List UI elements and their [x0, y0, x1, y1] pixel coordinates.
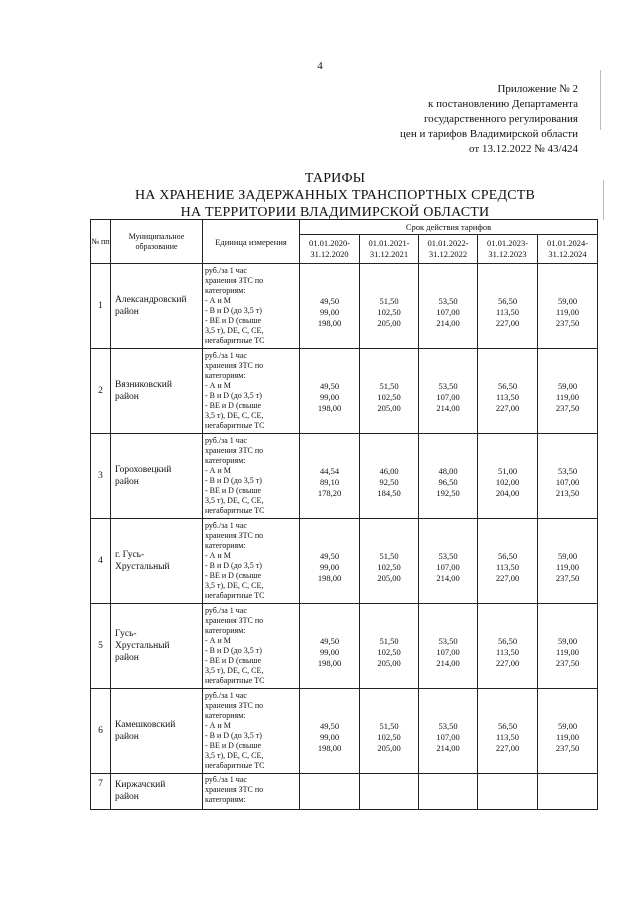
tariff-cell — [300, 689, 360, 774]
tariff-value: 237,50 — [555, 742, 580, 753]
tariff-cell — [419, 519, 478, 604]
tariff-value: 99,00 — [319, 561, 340, 572]
municipality-line: Камешковский — [115, 720, 176, 730]
tariff-cell — [478, 349, 538, 434]
tariff-value: 107,00 — [436, 646, 460, 657]
tariff-value: 102,50 — [377, 391, 401, 402]
tariff-value: 205,00 — [377, 317, 401, 328]
unit-line: - А и М — [205, 551, 231, 560]
tariff-cell — [360, 264, 419, 349]
municipality-line: район — [115, 732, 139, 742]
tariff-value: 56,50 — [497, 380, 518, 391]
header-date: 01.01.2023-31.12.2023 — [478, 235, 538, 264]
municipality-line: район — [115, 653, 139, 663]
tariff-cell — [478, 774, 538, 810]
tariff-value: 227,00 — [495, 317, 520, 328]
tariff-cell — [360, 519, 419, 604]
tariff-cell — [300, 264, 360, 349]
table-row — [91, 604, 598, 689]
tariff-value: 59,00 — [557, 295, 578, 306]
unit-line: руб./за 1 час — [205, 775, 247, 784]
tariff-value: 227,00 — [495, 742, 520, 753]
tariff-cell — [419, 349, 478, 434]
table-row — [91, 689, 598, 774]
unit-line: негабаритные ТС — [205, 336, 265, 345]
tariff-cell — [419, 774, 478, 810]
table-row — [91, 264, 598, 349]
tariff-value: 107,00 — [436, 561, 460, 572]
tariff-value: 49,50 — [319, 295, 340, 306]
tariff-cell — [478, 264, 538, 349]
tariff-value: 178,20 — [317, 487, 342, 498]
unit-line: категориям: — [205, 626, 246, 635]
tariff-value: 53,50 — [438, 295, 458, 306]
unit-line: - ВЕ и D (свыше — [205, 316, 262, 325]
unit-line: хранения ЗТС по — [205, 361, 264, 370]
unit-line: негабаритные ТС — [205, 421, 265, 430]
tariff-cell — [538, 434, 598, 519]
tariff-value: 119,00 — [555, 561, 580, 572]
tariff-value: 92,50 — [379, 476, 399, 487]
unit-cell — [203, 689, 300, 774]
tariff-value: 59,00 — [557, 635, 578, 646]
unit-line: - ВЕ и D (свыше — [205, 401, 262, 410]
unit-line: - А и М — [205, 466, 231, 475]
tariff-cell — [538, 519, 598, 604]
header-municipality: Муниципальное образование — [111, 220, 203, 264]
document-title — [100, 170, 570, 221]
tariff-value: 198,00 — [317, 742, 342, 753]
row-number: 7 — [91, 774, 111, 810]
appendix-note — [400, 82, 578, 157]
tariff-value: 51,50 — [379, 380, 399, 391]
tariff-value: 119,00 — [555, 731, 580, 742]
unit-line: категориям: — [205, 456, 246, 465]
tariff-value: 51,50 — [379, 720, 399, 731]
tariff-value: 214,00 — [436, 572, 460, 583]
unit-line: - А и М — [205, 296, 231, 305]
municipality-cell — [111, 689, 203, 774]
tariff-value: 214,00 — [436, 742, 460, 753]
municipality-line: Александровский — [115, 295, 187, 305]
unit-line: - В и D (до 3,5 т) — [205, 476, 262, 485]
tariff-value: 198,00 — [317, 402, 342, 413]
municipality-line: Хрустальный — [115, 562, 170, 572]
tariff-cell — [419, 264, 478, 349]
tariff-value: 205,00 — [377, 657, 401, 668]
unit-line: хранения ЗТС по — [205, 785, 264, 794]
tariff-cell — [360, 774, 419, 810]
municipality-line: район — [115, 792, 139, 802]
unit-line: хранения ЗТС по — [205, 701, 264, 710]
tariff-value: 48,00 — [438, 465, 458, 476]
tariff-value: 99,00 — [319, 391, 340, 402]
tariff-value: 192,50 — [436, 487, 460, 498]
tariff-table — [90, 219, 598, 810]
tariff-value: 214,00 — [436, 657, 460, 668]
tariff-cell — [300, 774, 360, 810]
title-line: НА ТЕРРИТОРИИ ВЛАДИМИРСКОЙ ОБЛАСТИ — [180, 205, 490, 220]
row-number: 1 — [91, 264, 111, 349]
unit-line: негабаритные ТС — [205, 591, 265, 600]
unit-line: категориям: — [205, 795, 246, 804]
tariff-value: 214,00 — [436, 402, 460, 413]
tariff-value: 198,00 — [317, 657, 342, 668]
tariff-value: 214,00 — [436, 317, 460, 328]
unit-line: негабаритные ТС — [205, 676, 265, 685]
unit-line: - В и D (до 3,5 т) — [205, 306, 262, 315]
tariff-value: 102,50 — [377, 731, 401, 742]
tariff-value: 49,50 — [319, 720, 340, 731]
tariff-cell — [538, 349, 598, 434]
tariff-value: 89,10 — [319, 476, 340, 487]
title-line: НА ХРАНЕНИЕ ЗАДЕРЖАННЫХ ТРАНСПОРТНЫХ СРЕДСТВ — [134, 188, 536, 203]
unit-cell — [203, 349, 300, 434]
tariff-value: 99,00 — [319, 646, 340, 657]
header-date: 01.01.2024-31.12.2024 — [538, 235, 598, 264]
unit-line: 3,5 т), DE, C, CE, — [205, 411, 264, 420]
municipality-line: Вязниковский — [115, 380, 172, 390]
unit-line: руб./за 1 час — [205, 266, 247, 275]
unit-cell — [203, 434, 300, 519]
tariff-value: 113,50 — [495, 391, 520, 402]
tariff-value: 56,50 — [497, 635, 518, 646]
tariff-cell — [538, 264, 598, 349]
tariff-value: 205,00 — [377, 572, 401, 583]
tariff-value: 46,00 — [379, 465, 399, 476]
header-period: Срок действия тарифов — [300, 220, 598, 235]
tariff-value: 53,50 — [438, 720, 458, 731]
header-date: 01.01.2022-31.12.2022 — [419, 235, 478, 264]
table-body — [91, 264, 598, 810]
tariff-value: 59,00 — [557, 380, 578, 391]
tariff-cell — [538, 689, 598, 774]
tariff-value: 113,50 — [495, 731, 520, 742]
municipality-line: Киржачский — [115, 780, 166, 790]
unit-line: категориям: — [205, 286, 246, 295]
unit-line: хранения ЗТС по — [205, 531, 264, 540]
unit-line: руб./за 1 час — [205, 436, 247, 445]
tariff-cell — [478, 689, 538, 774]
tariff-cell — [478, 519, 538, 604]
tariff-cell — [419, 434, 478, 519]
unit-line: хранения ЗТС по — [205, 446, 264, 455]
tariff-value: 237,50 — [555, 657, 580, 668]
unit-line: - ВЕ и D (свыше — [205, 741, 262, 750]
appendix-line: государственного регулирования — [423, 113, 578, 125]
tariff-value: 227,00 — [495, 572, 520, 583]
tariff-value: 56,50 — [497, 295, 518, 306]
tariff-value: 51,50 — [379, 295, 399, 306]
tariff-value: 107,00 — [555, 476, 580, 487]
unit-cell — [203, 604, 300, 689]
tariff-value: 102,50 — [377, 646, 401, 657]
tariff-value: 205,00 — [377, 402, 401, 413]
tariff-value: 56,50 — [497, 550, 518, 561]
unit-line: 3,5 т), DE, C, CE, — [205, 496, 264, 505]
header-unit: Единица измерения — [203, 220, 300, 264]
row-number: 3 — [91, 434, 111, 519]
municipality-line: Хрустальный — [115, 641, 170, 651]
tariff-value: 51,50 — [379, 550, 399, 561]
unit-line: 3,5 т), DE, C, CE, — [205, 581, 264, 590]
table-row — [91, 519, 598, 604]
tariff-value: 237,50 — [555, 317, 580, 328]
header-date: 01.01.2020-31.12.2020 — [300, 235, 360, 264]
tariff-value: 198,00 — [317, 317, 342, 328]
unit-line: - В и D (до 3,5 т) — [205, 731, 262, 740]
tariff-value: 56,50 — [497, 720, 518, 731]
municipality-cell — [111, 434, 203, 519]
tariff-value: 198,00 — [317, 572, 342, 583]
tariff-value: 96,50 — [438, 476, 458, 487]
tariff-cell — [478, 434, 538, 519]
municipality-cell — [111, 604, 203, 689]
unit-line: - В и D (до 3,5 т) — [205, 561, 262, 570]
tariff-cell — [300, 434, 360, 519]
unit-line: - А и М — [205, 721, 231, 730]
municipality-cell — [111, 349, 203, 434]
tariff-cell — [419, 689, 478, 774]
tariff-value: 205,00 — [377, 742, 401, 753]
tariff-value: 59,00 — [557, 720, 578, 731]
tariff-value: 107,00 — [436, 306, 460, 317]
unit-cell — [203, 264, 300, 349]
municipality-line: район — [115, 392, 139, 402]
row-number: 2 — [91, 349, 111, 434]
tariff-cell — [360, 349, 419, 434]
appendix-line: к постановлению Департамента — [427, 98, 578, 110]
page-number: 4 — [317, 60, 323, 72]
unit-line: хранения ЗТС по — [205, 276, 264, 285]
tariff-value: 49,50 — [319, 550, 340, 561]
tariff-cell — [538, 774, 598, 810]
row-number: 6 — [91, 689, 111, 774]
appendix-line: цен и тарифов Владимирской области — [400, 128, 578, 140]
tariff-cell — [478, 604, 538, 689]
unit-line: категориям: — [205, 711, 246, 720]
tariff-value: 107,00 — [436, 731, 460, 742]
tariff-cell — [300, 604, 360, 689]
unit-line: хранения ЗТС по — [205, 616, 264, 625]
unit-line: - ВЕ и D (свыше — [205, 571, 262, 580]
header-num: № пп — [91, 220, 111, 264]
tariff-value: 99,00 — [319, 306, 340, 317]
tariff-value: 119,00 — [555, 391, 580, 402]
unit-line: руб./за 1 час — [205, 691, 247, 700]
tariff-value: 119,00 — [555, 646, 580, 657]
tariff-value: 237,50 — [555, 402, 580, 413]
unit-cell — [203, 774, 300, 810]
appendix-line: от 13.12.2022 № 43/424 — [469, 143, 578, 155]
unit-line: негабаритные ТС — [205, 761, 265, 770]
municipality-line: Гусь- — [115, 629, 137, 639]
tariff-value: 49,50 — [319, 635, 340, 646]
municipality-line: Гороховецкий — [115, 465, 172, 475]
table-row — [91, 434, 598, 519]
tariff-value: 99,00 — [319, 731, 340, 742]
unit-line: - ВЕ и D (свыше — [205, 656, 262, 665]
tariff-value: 44,54 — [319, 465, 340, 476]
tariff-value: 53,50 — [438, 380, 458, 391]
tariff-value: 53,50 — [438, 550, 458, 561]
row-number: 4 — [91, 519, 111, 604]
tariff-cell — [300, 519, 360, 604]
tariff-value: 51,50 — [379, 635, 399, 646]
unit-line: 3,5 т), DE, C, CE, — [205, 666, 264, 675]
appendix-line: Приложение № 2 — [497, 83, 578, 95]
header-date: 01.01.2021-31.12.2021 — [360, 235, 419, 264]
tariff-cell — [360, 689, 419, 774]
unit-line: - В и D (до 3,5 т) — [205, 646, 262, 655]
tariff-value: 107,00 — [436, 391, 460, 402]
municipality-line: район — [115, 477, 139, 487]
tariff-cell — [300, 349, 360, 434]
tariff-value: 204,00 — [495, 487, 520, 498]
unit-line: категориям: — [205, 371, 246, 380]
unit-line: 3,5 т), DE, C, CE, — [205, 751, 264, 760]
tariff-value: 59,00 — [557, 550, 578, 561]
municipality-line: район — [115, 307, 139, 317]
tariff-cell — [360, 604, 419, 689]
tariff-value: 102,50 — [377, 561, 401, 572]
tariff-cell — [538, 604, 598, 689]
scan-edge-mark — [600, 70, 601, 130]
tariff-value: 237,50 — [555, 572, 580, 583]
tariff-value: 53,50 — [438, 635, 458, 646]
tariff-value: 102,50 — [377, 306, 401, 317]
unit-line: руб./за 1 час — [205, 521, 247, 530]
table-row — [91, 774, 598, 810]
unit-line: руб./за 1 час — [205, 606, 247, 615]
unit-line: категориям: — [205, 541, 246, 550]
municipality-cell — [111, 774, 203, 810]
municipality-cell — [111, 264, 203, 349]
tariff-cell — [360, 434, 419, 519]
tariff-value: 53,50 — [557, 465, 578, 476]
tariff-value: 213,50 — [555, 487, 580, 498]
tariff-value: 51,00 — [497, 465, 518, 476]
unit-line: 3,5 т), DE, C, CE, — [205, 326, 264, 335]
unit-line: - ВЕ и D (свыше — [205, 486, 262, 495]
municipality-line: г. Гусь- — [115, 550, 145, 560]
unit-line: - А и М — [205, 636, 231, 645]
unit-line: - А и М — [205, 381, 231, 390]
municipality-cell — [111, 519, 203, 604]
title-line: ТАРИФЫ — [304, 171, 366, 186]
tariff-value: 184,50 — [377, 487, 401, 498]
row-number: 5 — [91, 604, 111, 689]
tariff-value: 102,00 — [495, 476, 520, 487]
tariff-value: 113,50 — [495, 646, 520, 657]
unit-line: негабаритные ТС — [205, 506, 265, 515]
tariff-value: 49,50 — [319, 380, 340, 391]
tariff-value: 119,00 — [555, 306, 580, 317]
tariff-value: 113,50 — [495, 306, 520, 317]
scan-edge-mark — [603, 180, 604, 220]
unit-line: руб./за 1 час — [205, 351, 247, 360]
table-row — [91, 349, 598, 434]
unit-cell — [203, 519, 300, 604]
tariff-value: 227,00 — [495, 657, 520, 668]
tariff-cell — [419, 604, 478, 689]
tariff-value: 227,00 — [495, 402, 520, 413]
unit-line: - В и D (до 3,5 т) — [205, 391, 262, 400]
tariff-value: 113,50 — [495, 561, 520, 572]
